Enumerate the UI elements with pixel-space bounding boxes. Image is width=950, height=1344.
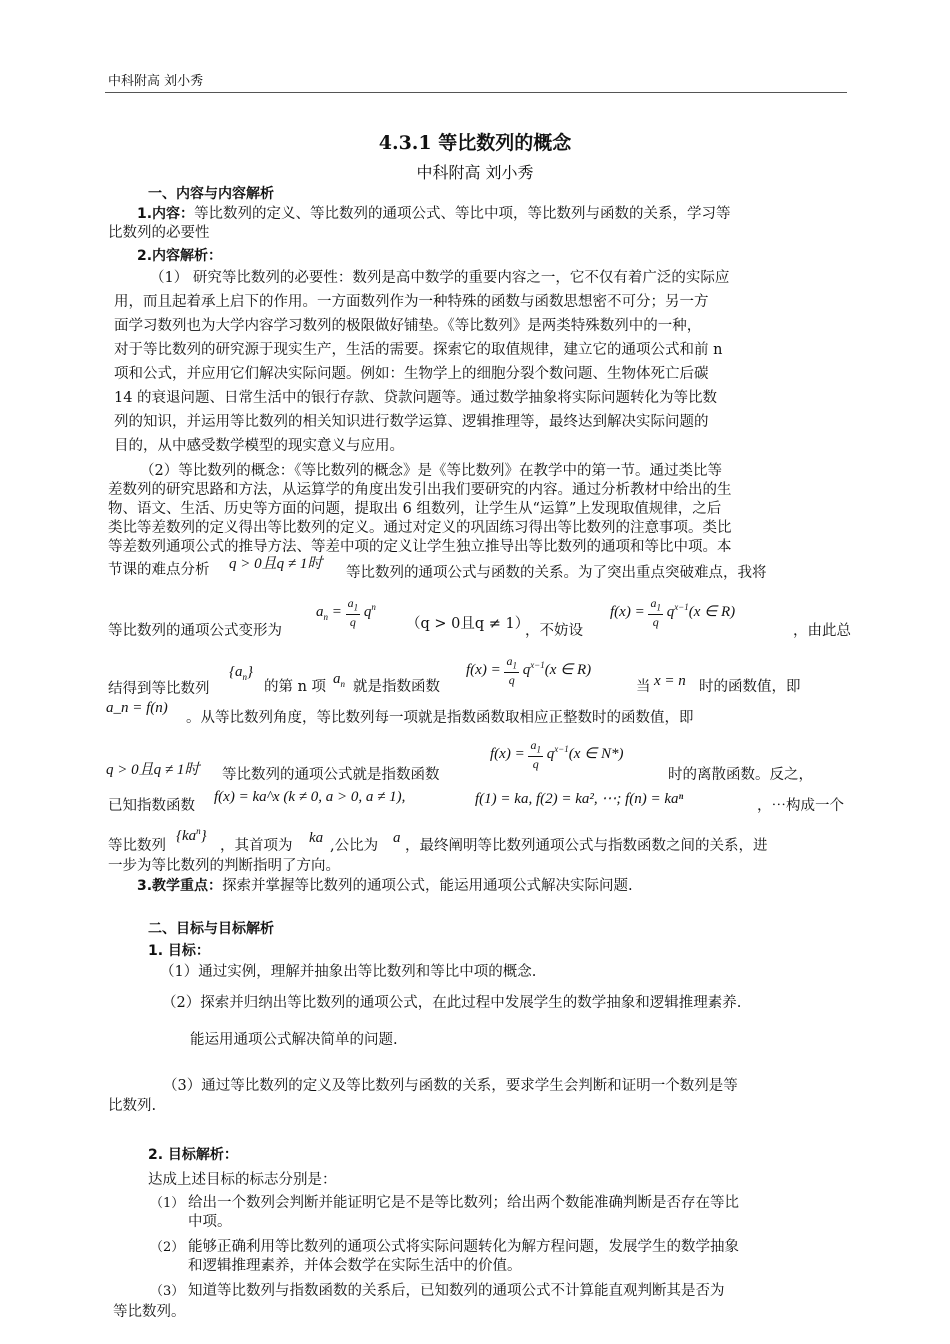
analysis-2-line2: 和逻辑推理素养，并体会数学在实际生活中的价值。 — [188, 1258, 522, 1274]
p2-line: 差数列的研究思路和方法，从运算学的角度出发引出我们要研究的内容。通过分析教材中给出的生 — [108, 482, 732, 498]
analysis-3-num: （3） — [150, 1284, 185, 1299]
item1-label: 1.内容： — [137, 206, 195, 222]
p2-line8-mid3: 当 — [636, 679, 651, 695]
term-an: $a_n$ — [333, 671, 345, 689]
analysis-label: 2. 目标解析： — [148, 1147, 238, 1163]
analysis-1-num: （1） — [150, 1196, 185, 1211]
p2-line11-math1: f(x) = ka^x (k ≠ 0, a > 0, a ≠ 1), — [214, 789, 406, 805]
analysis-3-line1: 知道等比数列与指数函数的关系后，已知数列的通项公式不计算能直观判断其是否为 — [188, 1283, 725, 1299]
p1-line: 面学习数列也为大学内容学习数列的极限做好铺垫。《等比数列》是两类特殊数列中的一种， — [114, 318, 702, 334]
formula-fx-2: f(x) = $\frac{a_1}{q}$ $q^{x-1}(x$ ∈ R) — [466, 654, 592, 688]
p2-line13: 一步为等比数列的判断指明了方向。 — [108, 858, 340, 874]
formula-fx: f(x) = $\frac{a_1}{q}$ $q^{x-1}(x$ ∈ R) — [610, 596, 736, 630]
document-author: 中科附高 刘小秀 — [416, 163, 534, 182]
item1-line1 — [137, 204, 731, 224]
analysis-2-num: （2） — [150, 1240, 185, 1255]
p1-line: 用，而且起着承上启下的作用。一方面数列作为一种特殊的函数与函数思想密不可分；另一方 — [114, 294, 709, 310]
analysis-2-line1: 能够正确利用等比数列的通项公式将实际问题转化为解方程问题，发展学生的数学抽象 — [188, 1239, 739, 1255]
p2-line10-math: q > 0且q ≠ 1时 — [106, 762, 200, 778]
analysis-3-line2: 等比数列。 — [113, 1304, 186, 1320]
document-title: 4.3.1 等比数列的概念 — [378, 132, 572, 154]
goal-2: （2）探索并归纳出等比数列的通项公式，在此过程中发展学生的数学抽象和逻辑推理素养. — [162, 995, 742, 1011]
sequence-kan: $\{ka^n\}$ — [176, 826, 207, 844]
formula-fx-3: f(x) = $\frac{a_1}{q}$ $q^{x-1}(x$ ∈ N*) — [490, 738, 624, 772]
analysis-1-line2: 中项。 — [188, 1214, 232, 1230]
p1-line: 目的，从中感受数学模型的现实意义与应用。 — [114, 438, 404, 454]
p2-line6-pre: 节课的难点分析 — [108, 562, 210, 578]
p2-line10-mid: 等比数列的通项公式就是指数函数 — [222, 767, 440, 783]
p2-line6-math: q > 0且q ≠ 1时 — [229, 556, 323, 572]
p2-line12-mid2: ,公比为 — [330, 838, 379, 854]
p2-line7-pre: 等比数列的通项公式变形为 — [108, 623, 282, 639]
analysis-intro: 达成上述目标的标志分别是： — [148, 1172, 337, 1188]
section2-heading: 二、目标与目标解析 — [148, 921, 274, 937]
goal-label: 1. 目标： — [148, 943, 210, 959]
p1-line: 项和公式，并应用它们解决实际问题。例如：生物学上的细胞分裂个数问题、生物体死亡后碳 — [114, 366, 709, 382]
page-header: 中科附高 刘小秀 — [108, 74, 204, 89]
goal-1: （1）通过实例，理解并抽象出等比数列和等比中项的概念. — [160, 964, 537, 980]
p2-line7-post: ，由此总 — [793, 623, 851, 639]
item3-label: 3.教学重点： — [137, 878, 223, 894]
p1-line: （1） 研究等比数列的必要性：数列是高中数学的重要内容之一，它不仅有着广泛的实际应 — [150, 270, 730, 286]
goal-2b: 能运用通项公式解决简单的问题. — [190, 1032, 398, 1048]
p2-line: 物、语文、生活、历史等方面的问题，提取出 6 组数列，让学生从“运算”上发现取值规律，之后 — [108, 501, 722, 517]
item1-text: 等比数列的定义、等比数列的通项公式、等比中项，等比数列与函数的关系，学习等 — [194, 206, 731, 222]
first-term-ka: ka — [309, 830, 324, 846]
p2-line: 类比等差数列的定义得出等比数列的定义。通过对定义的巩固练习得出等比数列的注意事项。类比 — [108, 520, 732, 536]
sequence-an: $\{a_n\}$ — [229, 664, 253, 682]
p2-line: 等差数列通项公式的推导方法、等差中项的定义让学生独立推导出等比数列的通项和等比中项。本 — [108, 539, 732, 555]
p2-line8-pre: 结得到等比数列 — [108, 681, 210, 697]
analysis-1-line1: 给出一个数列会判断并能证明它是不是等比数列；给出两个数能准确判断是否存在等比 — [188, 1195, 739, 1211]
p2-line7-cond: （q > 0且q ≠ 1） — [406, 616, 530, 632]
item2-label: 2.内容解析： — [137, 248, 223, 264]
p2-line8-math: x = n — [654, 673, 686, 689]
p2-line6-post: 等比数列的通项公式与函数的关系。为了突出重点突破难点，我将 — [346, 565, 767, 581]
formula-an: $a_n$ = $\frac{a_1}{q}$ $q^n$ — [316, 596, 376, 630]
ratio-a: a — [393, 830, 401, 846]
p2-line8-mid1: 的第 n 项 — [264, 679, 327, 695]
p2-line9-post: 。从等比数列角度，等比数列每一项就是指数函数取相应正整数时的函数值，即 — [186, 710, 694, 726]
p2-line8-post: 时的函数值，即 — [699, 679, 801, 695]
p2-line11-pre: 已知指数函数 — [108, 798, 195, 814]
section1-heading: 一、内容与内容解析 — [148, 186, 274, 202]
p2-line8-mid2: 就是指数函数 — [353, 679, 440, 695]
p2-line11-math2: f(1) = ka, f(2) = ka², ⋯; f(n) = kaⁿ — [475, 791, 684, 807]
item1-line2: 比数列的必要性 — [108, 225, 210, 241]
p1-line: 对于等比数列的研究源于现实生产，生活的需要。探索它的取值规律，建立它的通项公式和前 n — [114, 342, 723, 358]
p2-line12-pre: 等比数列 — [108, 838, 166, 854]
item3-line — [137, 876, 633, 896]
p2-line11-post: ，⋯构成一个 — [757, 798, 844, 814]
goal-3a: （3）通过等比数列的定义及等比数列与函数的关系，要求学生会判断和证明一个数列是等 — [163, 1078, 738, 1094]
p2-line9-math: a_n = f(n) — [106, 700, 168, 716]
p1-line: 14 的衰退问题、日常生活中的银行存款、贷款问题等。通过数学抽象将实际问题转化为等比数 — [114, 390, 718, 406]
p2-line12-post: ，最终阐明等比数列通项公式与指数函数之间的关系，进 — [405, 838, 768, 854]
p1-line: 列的知识，并运用等比数列的相关知识进行数学运算、逻辑推理等，最终达到解决实际问题的 — [114, 414, 709, 430]
p2-line: （2）等比数列的概念：《等比数列的概念》是《等比数列》在教学中的第一节。通过类比等 — [140, 463, 722, 479]
goal-3b: 比数列. — [108, 1098, 157, 1114]
p2-line7-mid: ，不妨设 — [525, 623, 583, 639]
header-rule — [105, 92, 847, 93]
p2-line10-post: 时的离散函数。反之， — [668, 767, 813, 783]
item3-text: 探索并掌握等比数列的通项公式，能运用通项公式解决实际问题. — [222, 878, 633, 894]
p2-line12-mid1: ，其首项为 — [220, 838, 293, 854]
